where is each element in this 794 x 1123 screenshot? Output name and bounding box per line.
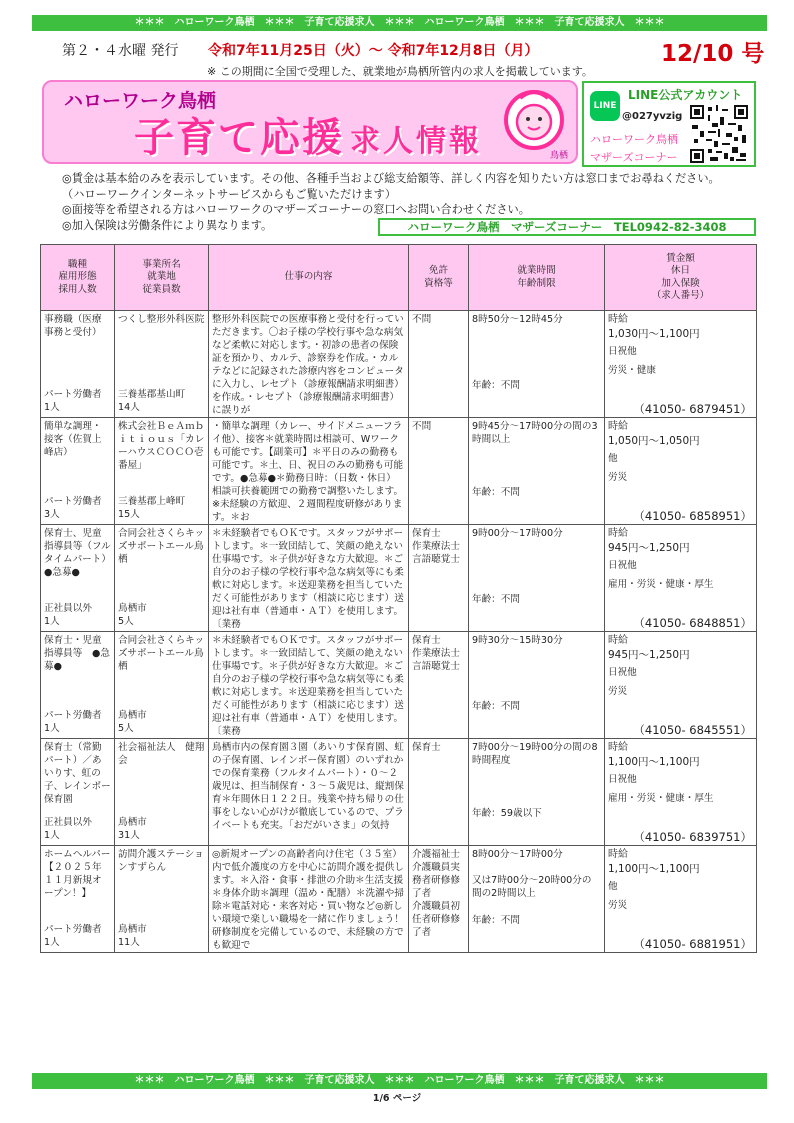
bottom-banner: ＊＊＊ ハローワーク鳥栖 ＊＊＊ 子育て応援求人 ＊＊＊ ハローワーク鳥栖 ＊＊＊ 子育て応援求人 ＊＊＊ [32,1073,767,1089]
job-number[interactable]: （41050- 6858951） [633,509,752,523]
cell-license [409,632,469,739]
wage-label: 時給 [608,528,628,539]
publication-period: 令和7年11月25日（火）～ 令和7年12月8日（月） [208,43,539,59]
wage-label: 時給 [608,742,628,753]
hero-office-name: ハローワーク鳥栖 [64,90,217,112]
age-limit: 年齢：不問 [472,915,520,926]
table-row [41,418,757,525]
required-license: 保育士 [412,742,441,753]
wage-label: 時給 [608,314,628,325]
job-number[interactable]: （41050- 6845551） [633,723,752,737]
working-hours: 9時45分～17時00分の間の3時間以上 [472,421,598,445]
employee-count: 15人 [118,509,140,520]
header-license: 免許 資格等 [409,245,469,311]
work-location: 鳥栖市 [118,817,147,828]
cell-company [115,846,209,953]
cell-hours [469,418,605,525]
holiday: 日祝他 [608,346,637,357]
header-company: 事業所名 就業地 従業員数 [115,245,209,311]
job-number[interactable]: （41050- 6879451） [633,402,752,416]
hero-subtitle: 求人情報 [350,124,482,159]
cell-wage [605,418,757,525]
job-description: ◎新規オープンの高齢者向け住宅（３５室）内で低介護度の方を中心に訪問介護を提供します。＊入浴・食事・排泄の介助＊生活支援＊身体介助＊調理（温め・配膳）＊洗濯や掃除＊電話対応・来客対応・買い物など◎新しい環境で楽しい職場を一緒に作りましょう！研修制度を完備しているので、未経験の方でも歓迎で [212,849,404,949]
qr-code-icon[interactable] [690,105,748,163]
cell-license [409,739,469,846]
cell-license [409,846,469,953]
cell-license [409,418,469,525]
cell-wage [605,632,757,739]
wage-label: 時給 [608,849,628,860]
employee-count: 5人 [118,616,134,627]
hiring-count: 3人 [44,509,60,520]
hiring-count: 1人 [44,830,60,841]
header-job-content: 仕事の内容 [209,245,409,311]
employee-count: 5人 [118,723,134,734]
required-license: 不問 [412,421,432,432]
line-account-id: @027yvzig [622,111,683,122]
table-row [41,632,757,739]
cell-description [209,525,409,632]
cell-description [209,311,409,418]
working-hours: 8時00分～17時00分 又は7時00分～20時00分の間の2時間以上 [472,849,592,899]
top-banner: ＊＊＊ ハローワーク鳥栖 ＊＊＊ 子育て応援求人 ＊＊＊ ハローワーク鳥栖 ＊＊＊ 子育て応援求人 ＊＊＊ [32,15,767,31]
mascot-logo-icon [496,84,574,162]
hiring-count: 1人 [44,723,60,734]
line-card-office: ハローワーク鳥栖 [590,133,678,146]
employment-type: パート労働者 [44,924,102,935]
cell-company [115,525,209,632]
cell-hours [469,739,605,846]
employment-type: パート労働者 [44,496,102,507]
job-title: ホームヘルパー【２０２５年１１月新規オープン！】 [44,849,111,899]
cell-description [209,846,409,953]
cell-wage [605,739,757,846]
wage-label: 時給 [608,635,628,646]
table-header-row [41,245,757,311]
cell-job [41,311,115,418]
work-location: 鳥栖市 [118,924,147,935]
company-name: つくし整形外科医院 [118,314,205,325]
hiring-count: 1人 [44,402,60,413]
company-name: 社会福祉法人 健翔会 [118,742,205,766]
job-number[interactable]: （41050- 6839751） [633,830,752,844]
job-description: 整形外科医院での医療事務と受付を行っていただきます。〇お子様の学校行事や急な病気など柔軟に対応します。・初診の患者の保険証を預かり、カルテ、診察券を作成。・カルテなどに記録された診療内容をコンピュータに入力し、レセプト（診療報酬請求明細書）を作成。・レセプト（診療報酬請求明細書）に誤りが [212,314,404,414]
line-logo-icon: LINE [590,91,620,121]
holiday: 他 [608,453,618,464]
work-location: 鳥栖市 [118,603,147,614]
job-number[interactable]: （41050- 6881951） [633,937,752,951]
mascot-caption: 鳥栖 [550,151,569,161]
age-limit: 年齢：不問 [472,594,520,605]
insurance: 労災・健康 [608,365,656,376]
note-line: ◎賃金は基本給のみを表示しています。その他、各種手当および総支給額等、詳しく内容を知りたい方は窓口までお尋ねください。 [62,172,720,185]
required-license: 保育士 作業療法士 言語聴覚士 [412,528,460,565]
insurance: 雇用・労災・健康・厚生 [608,579,714,590]
page-number: 1/6 ページ [372,1093,422,1104]
job-title: 保育士、児童指導員等（フルタイムパート）●急募● [44,528,111,578]
employee-count: 14人 [118,402,140,413]
working-hours: 8時50分～12時45分 [472,314,563,325]
employment-type: 正社員以外 [44,817,92,828]
table-row [41,739,757,846]
company-name: 株式会社ＢｅＡｍｂｉｔｉｏｕｓ「カレーハウスＣＯＣＯ壱番屋」 [118,421,205,471]
working-hours: 9時30分～15時30分 [472,635,563,646]
cell-license [409,311,469,418]
cell-job [41,525,115,632]
work-location: 三養基郡上峰町 [118,496,186,507]
wage-amount: 1,100円～1,100円 [608,863,700,875]
cell-license [409,525,469,632]
age-limit: 年齢：不問 [472,487,520,498]
cell-hours [469,846,605,953]
table-row [41,846,757,953]
line-card-corner: マザーズコーナー [590,151,678,164]
header-wage: 賃金額 休日 加入保険 （求人番号） [605,245,757,311]
required-license: 不問 [412,314,432,325]
hero-title: 子育て応援 [134,115,344,161]
wage-amount: 945円～1,250円 [608,542,690,554]
header-job-type: 職種 雇用形態 採用人数 [41,245,115,311]
hero-banner [42,80,578,164]
working-hours: 7時00分～19時00分の間の8時間程度 [472,742,598,766]
cell-description [209,632,409,739]
employee-count: 11人 [118,937,140,948]
table-row [41,311,757,418]
cell-company [115,632,209,739]
wage-amount: 1,050円～1,050円 [608,435,700,447]
employment-type: パート労働者 [44,710,102,721]
job-description: ＊未経験者でもＯＫです。スタッフがサポートします。＊一致団結して、笑顔の絶えない仕事場です。＊子供が好きな方大歓迎。＊ご自分のお子様の学校行事や急な病気等にも柔軟に対応します。＊送迎業務を担当していただく可能性があります（相談に応じます）送迎は社有車（普通車・ＡＴ）を使用します。〔業務 [212,635,404,735]
employment-type: 正社員以外 [44,603,92,614]
holiday: 日祝他 [608,774,637,785]
work-location: 三養基郡基山町 [118,389,186,400]
cell-hours [469,632,605,739]
cell-job [41,632,115,739]
job-title: 事務職（医療事務と受付） [44,314,102,338]
hiring-count: 1人 [44,616,60,627]
job-number[interactable]: （41050- 6848851） [633,616,752,630]
cell-description [209,418,409,525]
insurance: 雇用・労災・健康・厚生 [608,793,714,804]
job-title: 簡単な調理・接客（佐賀上峰店） [44,421,102,458]
required-license: 介護福祉士 介護職員実務者研修修了者 介護職員初任者研修修了者 [412,849,460,938]
period-note: ※ この期間に全国で受理した、就業地が鳥栖所管内の求人を掲載しています。 [207,65,593,78]
employment-type: パート労働者 [44,389,102,400]
note-line: （ハローワークインターネットサービスからもご覧いただけます） [62,187,397,201]
issue-schedule: 第２・４水曜 発行 [62,43,179,59]
table-row [41,525,757,632]
wage-amount: 1,030円～1,100円 [608,328,700,340]
company-name: 訪問介護ステーションすずらん [118,849,204,873]
cell-job [41,846,115,953]
holiday: 他 [608,881,618,892]
work-location: 鳥栖市 [118,710,147,721]
job-description: 鳥栖市内の保育園３園（あいりす保育園、虹の子保育園、レインボー保育園）のいずれかでの保育業務（フルタイムパート）・０～２歳児は、担当制保育・３～５歳児は、縦割保育＊年間休日１２２日。残業や持ち帰りの仕事をしない心がけが徹底しているので、プライベートも充実。「おだがいさま」の気持 [212,742,404,831]
required-license: 保育士 作業療法士 言語聴覚士 [412,635,460,672]
job-description: ＊未経験者でもＯＫです。スタッフがサポートします。＊一致団結して、笑顔の絶えない仕事場です。＊子供が好きな方大歓迎。＊ご自分のお子様の学校行事や急な病気等にも柔軟に対応します。＊送迎業務を担当していただく可能性があります（相談に応じます）送迎は社有車（普通車・ＡＴ）を使用します。〔業務 [212,528,404,628]
cell-wage [605,846,757,953]
contact-phone-box: ハローワーク鳥栖 マザーズコーナー TEL0942-82-3408 [378,218,756,236]
insurance: 労災 [608,472,628,483]
cell-hours [469,525,605,632]
employee-count: 31人 [118,830,140,841]
job-title: 保育士・児童指導員等 ●急募● [44,635,110,672]
job-description: ・簡単な調理（カレー、サイドメニューフライ他）、接客＊就業時間は相談可、Wワークも可能です。【副業可】＊平日のみの勤務も可能です。＊土、日、祝日のみの勤務も可能です。●急募●＊勤務日時：（日数・休日）相談可扶養範囲での勤務で調整いたします。※未経験の方歓迎、２週間程度研修があります。＊お [212,421,404,521]
wage-amount: 1,100円～1,100円 [608,756,700,768]
job-listings-table [40,244,757,953]
note-line: ◎加入保険は労働条件により異なります。 [62,218,273,232]
cell-job [41,739,115,846]
hiring-count: 1人 [44,937,60,948]
holiday: 日祝他 [608,560,637,571]
cell-hours [469,311,605,418]
company-name: 合同会社さくらキッズサポートエール鳥栖 [118,528,205,565]
header-hours: 就業時間 年齢制限 [469,245,605,311]
age-limit: 年齢：不問 [472,380,520,391]
cell-company [115,739,209,846]
cell-description [209,739,409,846]
holiday: 日祝他 [608,667,637,678]
issue-number: 12/10 号 [661,41,765,67]
cell-company [115,311,209,418]
job-title: 保育士（常勤パート）／あいりす、虹の子、レインボー保育園 [44,742,111,805]
cell-wage [605,525,757,632]
note-line: ◎面接等を希望される方はハローワークのマザーズコーナーの窓口へお問い合わせください。 [62,203,530,216]
insurance: 労災 [608,900,628,911]
age-limit: 年齢：59歳以下 [472,808,542,819]
age-limit: 年齢：不問 [472,701,520,712]
cell-company [115,418,209,525]
working-hours: 9時00分～17時00分 [472,528,563,539]
line-card-title: LINE公式アカウント [628,88,743,102]
insurance: 労災 [608,686,628,697]
wage-amount: 945円～1,250円 [608,649,690,661]
cell-job [41,418,115,525]
cell-wage [605,311,757,418]
company-name: 合同会社さくらキッズサポートエール鳥栖 [118,635,205,672]
wage-label: 時給 [608,421,628,432]
line-official-account-card[interactable] [582,81,756,167]
